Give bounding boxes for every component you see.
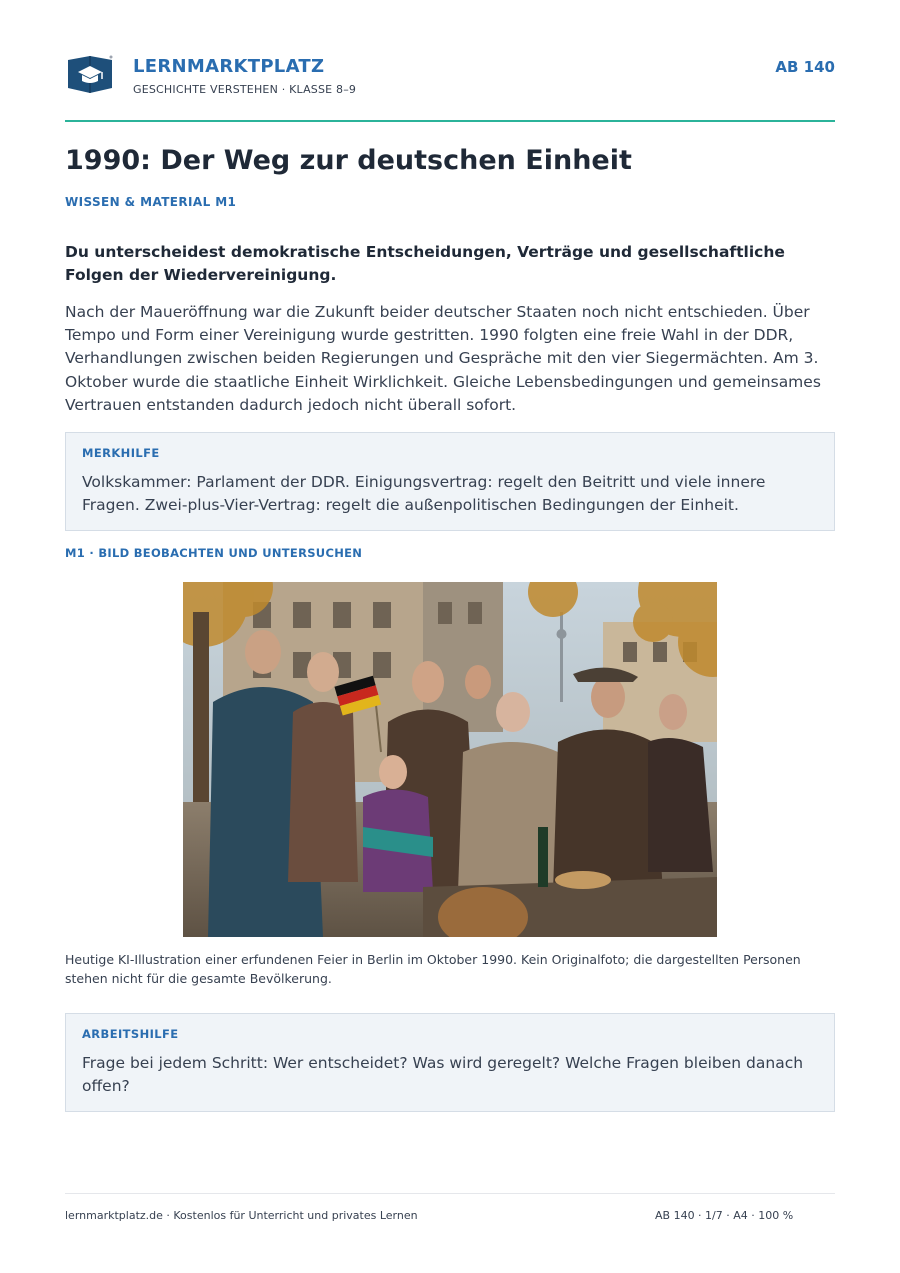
brand-name: LERNMARKTPLATZ [133, 56, 325, 77]
page-title: 1990: Der Weg zur deutschen Einheit [65, 145, 632, 176]
graduation-cap-book-icon [67, 54, 113, 94]
footer-divider [65, 1193, 835, 1194]
merkhilfe-label: MERKHILFE [82, 446, 160, 460]
section-kicker: WISSEN & MATERIAL M1 [65, 195, 237, 209]
illustration-image [183, 582, 717, 937]
brand-subtitle: GESCHICHTE VERSTEHEN · KLASSE 8–9 [133, 83, 357, 96]
footer-page-info: AB 140 · 1/7 · A4 · 100 % [655, 1209, 794, 1222]
merkhilfe-box [65, 432, 835, 531]
lead-paragraph: Du unterscheidest demokratische Entscheidungen, Verträge und gesellschaftliche Folgen der Wiedervereinigung. [65, 243, 785, 284]
image-caption: Heutige KI-Illustration einer erfundenen Feier in Berlin im Oktober 1990. Kein Originalfoto; die dargestellten Personen stehen nicht für die gesamte Bevölkerung. [65, 952, 801, 986]
arbeitshilfe-box [65, 1013, 835, 1112]
body-paragraph: Nach der Maueröffnung war die Zukunft beider deutscher Staaten noch nicht entschieden. Über Tempo und Form einer Vereinigung wurde gestritten. 1990 folgten eine freie Wahl in der DDR, Verhandlungen zwischen beiden Regierungen und Gespräche mit den vier Siegermächten. Am 3. Oktober wurde die staatliche Einheit Wirklichkeit. Gleiche Lebensbedingungen und gemeinsames Vertrauen entstanden dadurch jedoch nicht überall sofort. [65, 303, 821, 414]
page-header [65, 52, 835, 122]
footer-site-note: lernmarktplatz.de · Kostenlos für Unterricht und privates Lernen [65, 1209, 418, 1222]
merkhilfe-text: Volkskammer: Parlament der DDR. Einigungsvertrag: regelt den Beitritt und viele innere Fragen. Zwei-plus-Vier-Vertrag: regelt die außenpolitischen Bedingungen der Einheit. [82, 473, 766, 515]
material-label: M1 · BILD BEOBACHTEN UND UNTERSUCHEN [65, 546, 363, 560]
arbeitshilfe-label: ARBEITSHILFE [82, 1027, 179, 1041]
sheet-id: AB 140 [775, 58, 835, 76]
arbeitshilfe-text: Frage bei jedem Schritt: Wer entscheidet? Was wird geregelt? Welche Fragen bleiben danach offen? [82, 1054, 804, 1096]
